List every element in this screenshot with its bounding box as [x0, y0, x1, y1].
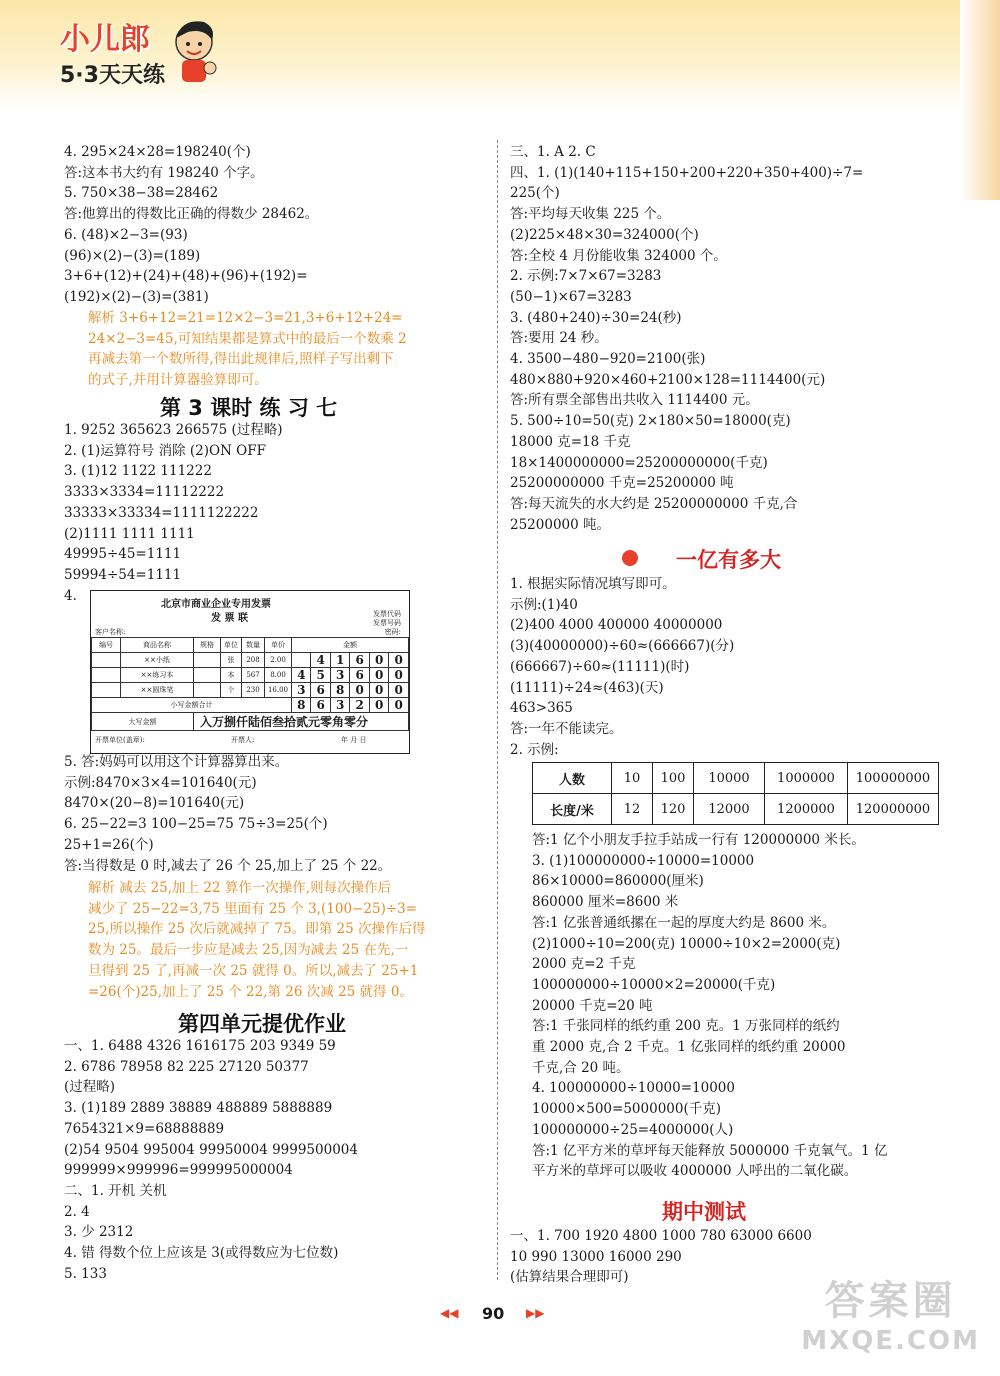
- answer-line: 5. 答:妈妈可以用这个计算器算出来。: [64, 754, 289, 770]
- answer-line: 答:1 亿平方米的草坪每天能释放 5000000 千克氧气。1 亿: [532, 1142, 888, 1159]
- invoice-cell: ××练习本: [121, 668, 194, 683]
- invoice-cell: 16.00: [265, 683, 292, 698]
- table-header-cell: 长度/米: [533, 794, 612, 825]
- answer-line: 1. 根据实际情况填写即可。: [510, 576, 676, 592]
- invoice-digit: 0: [369, 668, 388, 683]
- answer-line: 答:这本书大约有 198240 个字。: [64, 164, 264, 181]
- analysis-line: 24×2−3=45,可知结果都是算式中的最后一个数乘 2: [88, 330, 407, 347]
- table-cell: 120000000: [848, 794, 939, 825]
- analysis-line: 减少了 25−22=3,75 里面有 25 个 3,(100−25)÷3=: [88, 900, 418, 917]
- invoice-header-cell: 商品名称: [121, 638, 194, 653]
- answer-line: 860000 厘米=8600 米: [532, 894, 679, 911]
- answer-line: 7654321×9=68888889: [64, 1120, 225, 1137]
- answer-line: 3. (480+240)÷30=24(秒): [510, 309, 682, 326]
- answer-line: 10 990 13000 16000 290: [510, 1248, 682, 1265]
- answer-line: (过程略): [64, 1079, 116, 1096]
- answer-line: 平方米的草坪可以吸收 4000000 人呼出的二氧化碳。: [532, 1163, 858, 1180]
- answer-line: 3333×3334=11112222: [64, 484, 225, 501]
- invoice-digit: 3: [330, 668, 349, 683]
- invoice-cell: 2.00: [265, 653, 292, 668]
- invoice-subtitle: 发 票 联: [211, 613, 248, 624]
- answer-line: 225(个): [510, 185, 560, 202]
- answer-line: 480×880+920×460+2100×128=1114400(元): [510, 371, 826, 388]
- table-cell: 1000000: [765, 763, 848, 794]
- answer-line: 答:一年不能读完。: [510, 720, 623, 737]
- answer-line: 999999×999996=999995000004: [64, 1162, 293, 1179]
- invoice-cell: [92, 653, 121, 668]
- invoice-digit: 6: [311, 683, 330, 698]
- invoice-image: [90, 590, 410, 754]
- answer-line: (2)225×48×30=324000(个): [510, 226, 699, 243]
- answer-line: 3. (1)100000000÷10000=10000: [532, 852, 755, 869]
- invoice-drawer-label: 开票人:: [231, 736, 255, 744]
- brand-title: 小儿郎: [60, 22, 150, 57]
- table-cell: 100: [653, 763, 694, 794]
- invoice-digit: [292, 653, 311, 668]
- invoice-cell: 208: [242, 653, 265, 668]
- table-cell: 120: [653, 794, 694, 825]
- invoice-cell: 567: [242, 668, 265, 683]
- invoice-title: 北京市商业企业专用发票: [161, 599, 271, 610]
- answer-line: 重 2000 克,合 2 千克。1 亿张同样的纸约重 20000: [532, 1039, 846, 1055]
- invoice-digit: 0: [389, 683, 409, 698]
- invoice-cell: [92, 668, 121, 683]
- unit-heading: 第四单元提优作业: [178, 1012, 346, 1036]
- answer-line: 答:全校 4 月份能收集 324000 个。: [510, 247, 727, 264]
- answer-line: (666667)÷60≈(11111)(时): [510, 658, 690, 675]
- answer-line: (11111)÷24≈(463)(天): [510, 679, 664, 696]
- analysis-line: 数为 25。最后一步应是减去 25,因为减去 25 在先,一: [88, 942, 409, 959]
- invoice-cell: ××圆珠笔: [121, 683, 194, 698]
- invoice-header-cell: 编号: [92, 638, 121, 653]
- answer-line: 答:平均每天收集 225 个。: [510, 206, 671, 223]
- answer-line: 5. 750×38−38=28462: [64, 185, 219, 202]
- answer-line: 49995÷45=1111: [64, 546, 182, 563]
- invoice-header-row: [92, 638, 409, 653]
- answer-line: 3. (1)12 1122 111222: [64, 463, 212, 480]
- brand-subtitle: 5·3天天练: [60, 63, 165, 88]
- answer-line: 3. 少 2312: [64, 1224, 134, 1241]
- answer-line: 25+1=26(个): [64, 836, 154, 853]
- brand-logo: [60, 14, 220, 100]
- invoice-issuer-label: 开票单位(盖章):: [95, 736, 145, 744]
- answer-line: (2)400 4000 400000 40000000: [510, 617, 723, 634]
- table-cell: 10000: [694, 763, 765, 794]
- invoice-digit: 8: [292, 698, 311, 713]
- answer-line: 4. 295×24×28=198240(个): [64, 144, 251, 160]
- invoice-cell: 张: [221, 653, 242, 668]
- answer-line: 5. 133: [64, 1265, 107, 1282]
- invoice-digit: 0: [389, 698, 409, 713]
- answer-line: 2. 示例:: [510, 741, 559, 758]
- invoice-digit: 8: [330, 683, 349, 698]
- invoice-cell: 230: [242, 683, 265, 698]
- column-divider: [497, 140, 498, 1280]
- invoice-cell: [194, 683, 221, 698]
- watermark-top: 答案圈: [824, 1278, 957, 1324]
- answer-line: 示例:8470×3×4=101640(元): [64, 774, 257, 791]
- invoice-code-label: 发票代码: [373, 610, 401, 618]
- page-number: 90: [482, 1304, 505, 1323]
- invoice-digit: 3: [330, 698, 349, 713]
- answer-line: 10000×500=5000000(千克): [532, 1101, 721, 1118]
- invoice-row: [92, 668, 409, 683]
- answer-line: 33333×33334=1111122222: [64, 504, 259, 521]
- answer-line: (2)1111 1111 1111: [64, 525, 195, 542]
- answer-line: 答:当得数是 0 时,减去了 26 个 25,加上了 25 个 22。: [64, 857, 392, 874]
- invoice-digit: 1: [330, 653, 349, 668]
- answer-line: 答:1 亿个小朋友手拉手站成一行有 120000000 米长。: [532, 832, 865, 848]
- invoice-cell: [194, 653, 221, 668]
- invoice-digit: 2: [350, 698, 369, 713]
- answer-line: 答:每天流失的水大约是 25200000000 千克,合: [510, 495, 798, 512]
- table-row: [533, 794, 939, 825]
- invoice-header-cell: 规格: [194, 638, 221, 653]
- invoice-subtotal-label: 小写金额合计: [92, 698, 292, 713]
- invoice-digit: 6: [350, 668, 369, 683]
- section-heading: 期中测试: [662, 1200, 746, 1224]
- section-heading: 一亿有多大: [676, 548, 781, 572]
- answer-line: 4. 100000000÷10000=10000: [532, 1080, 735, 1097]
- answer-line: 2. 6786 78958 82 225 27120 50377: [64, 1058, 309, 1075]
- invoice-capital-row: [92, 713, 409, 731]
- answer-line: 100000000÷10000×2=20000(千克): [532, 976, 776, 993]
- answer-line: 5. 500÷10=50(克) 2×180×50=18000(克): [510, 413, 791, 430]
- table-cell: 10: [612, 763, 653, 794]
- answer-line: (2)1000÷10=200(克) 10000÷10×2=2000(克): [532, 935, 841, 952]
- mascot-icon: [168, 18, 220, 88]
- table-header-cell: 人数: [533, 763, 612, 794]
- invoice-cell: 本: [221, 668, 242, 683]
- invoice-subtotal-row: [92, 698, 409, 713]
- invoice-cell: ××小纸: [121, 653, 194, 668]
- invoice-number-label: 发票号码: [373, 619, 401, 627]
- invoice-capital-label: 大写金额: [92, 713, 194, 731]
- invoice-digit: 0: [369, 698, 388, 713]
- answer-line: 2. 4: [64, 1203, 90, 1220]
- next-page-icon[interactable]: ▶▶: [526, 1306, 545, 1320]
- invoice-table: [91, 637, 409, 731]
- table-cell: 1200000: [765, 794, 848, 825]
- invoice-cell: 个: [221, 683, 242, 698]
- answer-line: 一、1. 6488 4326 1616175 203 9349 59: [64, 1038, 336, 1054]
- invoice-password-label: 密码:: [384, 628, 401, 636]
- invoice-header-cell: 单位: [221, 638, 242, 653]
- answer-line: 463>365: [510, 700, 573, 717]
- invoice-customer-label: 客户名称:: [95, 628, 126, 636]
- section-dot-icon: [622, 550, 638, 566]
- invoice-header-cell: 单价: [265, 638, 292, 653]
- answer-line: 2. 示例:7×7×67=3283: [510, 268, 662, 285]
- answer-line: 59994÷54=1111: [64, 566, 182, 583]
- answer-line: 答:1 亿张普通纸摞在一起的厚度大约是 8600 米。: [532, 914, 836, 931]
- answer-line: 8470×(20−8)=101640(元): [64, 795, 245, 812]
- answer-line: 答:要用 24 秒。: [510, 330, 608, 347]
- answer-line: 18×1400000000=25200000000(千克): [510, 454, 768, 471]
- analysis-line: =26(个)25,加上了 25 个 22,第 26 次减 25 就得 0。: [88, 983, 413, 1000]
- table-cell: 12000: [694, 794, 765, 825]
- answer-line: 3. (1)189 2889 38889 488889 5888889: [64, 1100, 333, 1117]
- invoice-digit: 4: [311, 653, 330, 668]
- invoice-digit: 6: [311, 698, 330, 713]
- answer-line: 4. 3500−480−920=2100(张): [510, 351, 706, 367]
- answer-line: 答:他算出的得数比正确的得数少 28462。: [64, 206, 319, 223]
- table-row: [533, 763, 939, 794]
- answer-line: 100000000÷25=4000000(人): [532, 1121, 734, 1138]
- answer-line: 答:所有票全部售出共收入 1114400 元。: [510, 392, 759, 409]
- answer-line: (96)×(2)−(3)=(189): [64, 247, 201, 264]
- invoice-cell: [92, 683, 121, 698]
- answer-line: 86×10000=860000(厘米): [532, 873, 704, 890]
- answer-line: (3)(40000000)÷60≈(666667)(分): [510, 638, 735, 655]
- invoice-row: [92, 653, 409, 668]
- answer-line: 一、1. 700 1920 4800 1000 780 63000 6600: [510, 1228, 812, 1244]
- answer-line: (192)×(2)−(3)=(381): [64, 288, 209, 305]
- invoice-digit: 0: [369, 683, 388, 698]
- answer-line: (50−1)×67=3283: [510, 288, 632, 305]
- watermark-bottom: MXQE.COM: [801, 1326, 980, 1356]
- answer-line: 3+6+(12)+(24)+(48)+(96)+(192)=: [64, 268, 308, 285]
- answer-line: 千克,合 20 吨。: [532, 1059, 630, 1076]
- invoice-date-label: 年 月 日: [341, 736, 367, 744]
- answer-line: 25200000 吨。: [510, 516, 611, 533]
- watermark: [801, 1269, 980, 1356]
- analysis-line: 解析 减去 25,加上 22 算作一次操作,则每次操作后: [88, 880, 392, 896]
- table-cell: 100000000: [848, 763, 939, 794]
- invoice-digit: 0: [389, 653, 409, 668]
- answer-line: 6. (48)×2−3=(93): [64, 226, 188, 243]
- invoice-digit: 0: [350, 683, 369, 698]
- answer-line: 4. 错 得数个位上应该是 3(或得数应为七位数): [64, 1245, 339, 1261]
- invoice-row: [92, 683, 409, 698]
- invoice-header-cell: 数量: [242, 638, 265, 653]
- invoice-digit: 4: [292, 668, 311, 683]
- invoice-digit: 0: [389, 668, 409, 683]
- prev-page-icon[interactable]: ◀◀: [440, 1306, 459, 1320]
- invoice-cell: [194, 668, 221, 683]
- lesson-heading: 第 3 课时 练 习 七: [160, 396, 338, 420]
- answer-line: (2)54 9504 995004 99950004 9999500004: [64, 1141, 358, 1158]
- answer-line: 4.: [64, 587, 77, 604]
- answer-line: 2000 克=2 千克: [532, 956, 636, 973]
- answer-line: 三、1. A 2. C: [510, 144, 596, 160]
- answer-line: 答:1 千张同样的纸约重 200 克。1 万张同样的纸约: [532, 1018, 840, 1035]
- invoice-digit: 5: [311, 668, 330, 683]
- answer-line: 6. 25−22=3 100−25=75 75÷3=25(个): [64, 816, 328, 833]
- header-edge-decoration: [960, 0, 1000, 200]
- invoice-digit: 3: [292, 683, 311, 698]
- answer-line: 1. 9252 365623 266575 (过程略): [64, 422, 283, 438]
- invoice-header-cell: 金额: [292, 638, 409, 653]
- invoice-digit: 0: [369, 653, 388, 668]
- answer-line: 示例:(1)40: [510, 596, 578, 613]
- answer-line: 18000 克=18 千克: [510, 433, 631, 450]
- analysis-line: 25,所以操作 25 次后就减掉了 75。即第 25 次操作后得: [88, 921, 426, 938]
- invoice-cell: 8.00: [265, 668, 292, 683]
- analysis-line: 解析 3+6+12=21=12×2−3=21,3+6+12+24=: [88, 310, 403, 326]
- answer-line: 四、1. (1)(140+115+150+200+220+350+400)÷7=: [510, 164, 864, 181]
- answer-line: 2. (1)运算符号 消除 (2)ON OFF: [64, 442, 266, 459]
- people-length-table: [532, 762, 939, 825]
- answer-line: 20000 千克=20 吨: [532, 997, 653, 1014]
- table-cell: 12: [612, 794, 653, 825]
- answer-line: (估算结果合理即可): [510, 1269, 629, 1286]
- answer-line: 25200000000 千克=25200000 吨: [510, 475, 734, 492]
- analysis-line: 的式子,并用计算器验算即可。: [88, 372, 268, 389]
- invoice-digit: 6: [350, 653, 369, 668]
- analysis-line: 旦得到 25 了,再减一次 25 就得 0。所以,减去了 25+1: [88, 962, 419, 979]
- analysis-line: 再减去第一个数所得,得出此规律后,照样子写出剩下: [88, 351, 394, 368]
- answer-line: 二、1. 开机 关机: [64, 1182, 167, 1199]
- invoice-capital-value: ⼊万捌仟陆佰叁拾贰元零角零分: [194, 713, 409, 731]
